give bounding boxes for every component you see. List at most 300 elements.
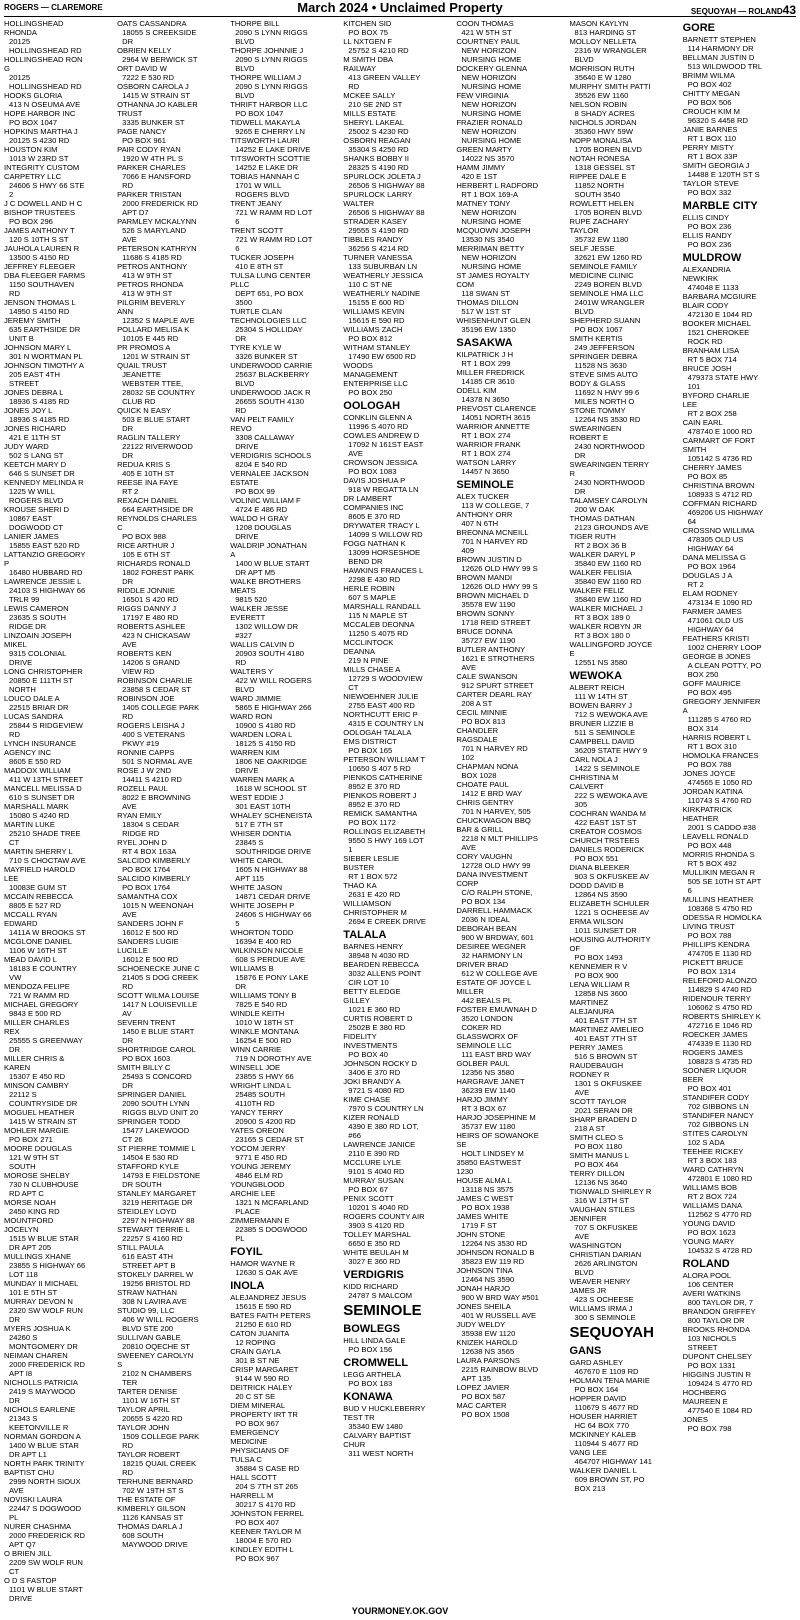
owner-name: THORPE JOHNNIE J — [230, 46, 304, 55]
owner-name: DEITRICK HALEY — [230, 1383, 293, 1392]
owner-name: JEFFREY FLEEGER DBA FLEEGER FARMS — [4, 262, 86, 280]
owner-name: HERBERT L RADFORD — [456, 181, 539, 190]
owner-address: PO BOX 67 — [348, 1185, 388, 1194]
owner-name: MCCAIN REBECCA — [4, 892, 73, 901]
owner-name: ODELL KIM — [456, 386, 497, 395]
owner-name: NICHOLS EARLENE — [4, 1405, 76, 1414]
listing-entry — [4, 1432, 87, 1459]
owner-address: PO BOX 1493 — [574, 953, 623, 962]
listing-entry — [4, 55, 87, 91]
listing-entry — [570, 1412, 653, 1430]
owner-name: JOHNSON MARY L — [4, 343, 72, 352]
owner-address: 1015 N WEENONAH AVE — [122, 901, 194, 919]
owner-name: SPRINGER DANIEL — [117, 1090, 187, 1099]
owner-name: MILLER CHRIS & KAREN — [4, 1054, 65, 1072]
owner-name: MORRISON RUTH — [569, 64, 635, 73]
owner-name: THOMAS DILLON — [456, 298, 519, 307]
owner-name: CONKLIN GLENN A — [343, 413, 413, 422]
owner-name: YOUNG MARY — [682, 1237, 735, 1246]
owner-name: NORTHCUTT ERIC P — [343, 710, 418, 719]
owner-name: JOHNSON TIMOTHY A — [4, 361, 84, 370]
owner-address: 3027 E 360 RD — [348, 1257, 401, 1266]
owner-name: WITHAM STANLEY — [343, 343, 411, 352]
owner-name: M SMITH DBA RAILWAY — [343, 55, 393, 73]
owner-address: 721 W RAMM RD LOT 6 — [235, 208, 313, 226]
footer-website: YOURMONEY.OK.GOV — [351, 1606, 449, 1616]
owner-name: ELIZABETH SCHULER — [569, 899, 650, 908]
listing-entry — [683, 1048, 766, 1066]
listing-entry — [683, 107, 766, 125]
owner-address: 2123 GROUNDS AVE — [574, 523, 649, 532]
listing-entry — [570, 755, 653, 773]
listing-entry — [570, 64, 653, 82]
listing-entry — [117, 163, 200, 190]
listing-entry — [4, 1018, 87, 1054]
owner-address: 502 S LANG ST — [9, 451, 64, 460]
listing-entry — [456, 226, 539, 244]
owner-name: CORY VAUGHN — [456, 852, 513, 861]
listing-entry — [456, 458, 539, 476]
owner-address: 1705 BOREN BLVD — [574, 145, 642, 154]
owner-address: 15876 E PONY LAKE DR — [235, 973, 309, 991]
owner-address: PO BOX 40 — [348, 1050, 388, 1059]
listing-entry — [683, 1111, 766, 1129]
owner-address: 1621 E STROTHERS AVE — [461, 654, 535, 672]
owner-name: WALKER FELISIA — [569, 568, 632, 577]
listing-entry — [570, 136, 653, 154]
owner-name: PERRY MISTY — [682, 143, 734, 152]
owner-address: 22257 S 4160 RD — [122, 1234, 183, 1243]
owner-address: 406 W WILL ROGERS BLVD STE 200 — [122, 1315, 199, 1333]
listing-entry — [570, 1043, 653, 1061]
listing-entry — [570, 1097, 653, 1115]
header-right-label: SEQUOYAH — ROLAND — [690, 7, 783, 16]
owner-address: 24606 S HWY 66 STE 2 — [9, 181, 85, 199]
owner-address: 407 N 6TH — [461, 519, 499, 528]
listing-entry — [4, 631, 87, 667]
owner-address: 2298 E 430 RD — [348, 575, 401, 584]
listing-entry — [117, 145, 200, 163]
listing-entry — [683, 1307, 766, 1325]
listing-entry — [4, 424, 87, 442]
owner-address: 517 W 1ST ST — [461, 307, 512, 316]
owner-address: 2090 S LYNN RIGGS BLVD — [235, 55, 308, 73]
owner-name: JOHNSON ROCKY D — [343, 1059, 417, 1068]
owner-address: C/O RALPH STONE, PO BOX 134 — [461, 888, 533, 906]
listing-entry — [570, 424, 653, 460]
owner-name: WALKER DANIEL L — [569, 1466, 637, 1475]
city-heading: VERDIGRIS — [343, 1269, 404, 1281]
listing-entry — [4, 1297, 87, 1324]
listing-entry — [117, 217, 200, 244]
listing-entry — [230, 811, 313, 829]
owner-address: 2694 E CREEK DRIVE — [348, 917, 426, 926]
owner-name: WRIGHT LINDA L — [230, 1081, 292, 1090]
listing-entry — [230, 1045, 313, 1063]
listing-entry — [570, 316, 653, 334]
listing-entry — [683, 1415, 766, 1433]
owner-address: 10105 E 445 RD — [122, 334, 179, 343]
owner-name: 35850 EASTWEST 1230 — [456, 1158, 522, 1176]
listing-entry — [117, 748, 200, 766]
owner-name: TULSA LUNG CENTER PLLC — [230, 271, 311, 289]
owner-name: YANCY TERRY — [230, 1108, 284, 1117]
listing-entry — [570, 1151, 653, 1169]
owner-name: MCGLONE DANIEL — [4, 937, 72, 946]
owner-address: PO BOX 961 — [122, 136, 166, 145]
owner-address: 12264 NS 3530 RD — [574, 415, 641, 424]
listing-entry — [683, 463, 766, 481]
owner-name: SPRINGER DEBRA — [569, 352, 638, 361]
owner-address: 7970 S COUNTRY LN — [348, 1104, 424, 1113]
listing-entry — [456, 708, 539, 726]
listing-entry — [343, 476, 426, 494]
listing-entry — [343, 1014, 426, 1032]
owner-name: THORPE BILL — [230, 19, 280, 28]
owner-address: 111 W 14TH ST — [574, 692, 628, 701]
owner-name: SWEENEY CAROLYN S — [117, 1351, 194, 1369]
listing-entry — [456, 1320, 539, 1338]
listing-entry — [230, 1108, 313, 1126]
owner-address: 18004 E 570 RD — [235, 1536, 292, 1545]
listing-entry — [683, 940, 766, 958]
owner-address: 35360 HWY 59W — [574, 127, 634, 136]
owner-address: PO BOX 1047 — [235, 109, 284, 118]
listing-entry — [4, 766, 87, 784]
owner-name: WALKER ROBYN JR — [569, 622, 642, 631]
owner-address: 1101 W BLUE START DRIVE — [9, 1585, 83, 1603]
page-header — [4, 0, 796, 17]
listing-entry — [683, 697, 766, 733]
listing-entry — [343, 827, 426, 854]
listing-entry — [230, 1428, 313, 1473]
owner-address: 612 W COLLEGE AVE — [461, 969, 538, 978]
listing-entry — [343, 1176, 426, 1194]
owner-address: 14185 CR 3610 — [461, 377, 515, 386]
listing-entry — [343, 190, 426, 217]
owner-address: 701 N HARVEY RD 409 — [461, 537, 528, 555]
listing-entry — [117, 1450, 200, 1477]
owner-address: 24260 S MONTGOMERY DR — [9, 1333, 78, 1351]
owner-name: WALTERS Y — [230, 667, 274, 676]
owner-address: 1225 W WILL ROGERS BLVD — [9, 487, 64, 505]
listing-entry — [456, 1131, 539, 1158]
owner-name: WINKLE MONTANA — [230, 1027, 299, 1036]
owner-address: 110944 S 4677 RD — [574, 1439, 639, 1448]
listing-entry — [117, 1018, 200, 1045]
listing-entry — [230, 343, 313, 361]
owner-name: CRAIN GAYLA — [230, 1347, 281, 1356]
owner-address: 108823 S 4735 RD — [687, 1057, 753, 1066]
listing-entry — [683, 1030, 766, 1048]
owner-name: DRYWATER TRACY L — [343, 521, 420, 530]
listing-entry — [230, 226, 313, 253]
listing-entry — [230, 388, 313, 415]
owner-address: 477540 E 1084 RD — [687, 1406, 753, 1415]
listing-entry — [456, 555, 539, 573]
owner-address: PO BOX 967 — [235, 1554, 280, 1563]
owner-address: 308 N LAVIRA AVE — [122, 1297, 187, 1306]
owner-address: 474565 E 1050 RD — [687, 778, 753, 787]
owner-name: CROUCH KIM M — [682, 107, 740, 116]
owner-address: 8 SHADY ACRES — [574, 109, 635, 118]
listing-entry — [456, 1284, 539, 1302]
owner-name: WILLIAMS BOB — [682, 1183, 738, 1192]
owner-address: 14051 NORTH 3615 — [461, 413, 531, 422]
owner-address: 120 S 10TH S ST — [9, 235, 69, 244]
listing-entry — [456, 145, 539, 163]
owner-name: DANA INVESTMENT CORP — [456, 870, 528, 888]
listing-entry — [117, 1189, 200, 1207]
listing-entry — [343, 1032, 426, 1059]
owner-name: JONES RICHARD — [4, 424, 67, 433]
owner-name: HAMOR WAYNE R — [230, 1259, 296, 1268]
owner-address: 23635 S SOUTH RIDGE DR — [9, 613, 66, 631]
listing-entry — [570, 719, 653, 737]
owner-name: JUDY WARD — [4, 442, 49, 451]
owner-address: 205 EAST 4TH STREET — [9, 370, 60, 388]
listing-entry — [4, 1576, 87, 1603]
owner-address: 1208 DOUGLAS DRIVE — [235, 523, 292, 541]
listing-entry — [343, 91, 426, 109]
listing-entry — [117, 127, 200, 145]
owner-name: SMITH BILLY C — [117, 1063, 171, 1072]
listing-entry — [683, 1388, 766, 1415]
owner-name: BOWEN BARRY J — [569, 701, 633, 710]
listing-entry — [570, 737, 653, 755]
owner-address: 2000 FREDERICK RD APT Q7 — [9, 1531, 85, 1549]
owner-address: 8805 E 527 RD — [9, 901, 61, 910]
listing-entry — [683, 391, 766, 418]
listing-entry — [230, 829, 313, 856]
listing-entry — [4, 145, 87, 163]
owner-name: ST JAMES ROYALTY COM — [456, 271, 530, 289]
owner-address: RT 1 BOX 33P — [687, 152, 738, 161]
owner-name: MUNDAY II MICHAEL — [4, 1279, 79, 1288]
owner-name: STRAW NATHAN — [117, 1288, 177, 1297]
listing-entry — [4, 550, 87, 577]
listing-entry — [683, 71, 766, 89]
owner-name: TITSWORTH LAURI — [230, 136, 300, 145]
listing-entry — [117, 1405, 200, 1423]
listing-entry — [4, 1351, 87, 1378]
county-heading: SEQUOYAH — [569, 1324, 654, 1341]
owner-address: 10900 S 4180 RD — [235, 721, 296, 730]
listing-entry — [343, 172, 426, 190]
owner-name: HIGGINS JUSTIN R — [682, 1370, 751, 1379]
owner-address: 25002 S 4230 RD — [348, 127, 409, 136]
owner-address: 511 S SEMINOLE — [574, 728, 636, 737]
owner-address: 1450 E BLUE START DR — [122, 1027, 195, 1045]
listing-entry — [456, 244, 539, 271]
owner-name: ELLIS CINDY — [682, 213, 730, 222]
owner-address: 3406 E 370 RD — [348, 1068, 401, 1077]
listing-entry — [4, 955, 87, 982]
listing-entry — [230, 748, 313, 775]
owner-address: 16394 E 400 RD — [235, 937, 292, 946]
listing-entry — [4, 1108, 87, 1126]
listing-entry — [570, 406, 653, 424]
owner-address: 112562 S 4770 RD — [687, 1210, 752, 1219]
owner-address: 20 C ST SE — [235, 1392, 276, 1401]
listing-entry — [117, 460, 200, 478]
listing-entry — [230, 901, 313, 928]
owner-address: RT 3 BOX 67 — [461, 1104, 507, 1113]
listing-entry — [456, 298, 539, 316]
owner-name: MARTINEZ AMELIEO — [569, 1025, 644, 1034]
owner-address: 23845 S SOUTHRIDGE DRIVE — [235, 838, 312, 856]
owner-name: TYRE KYLE W — [230, 343, 282, 352]
owner-name: SEVERN TRENT — [117, 1018, 176, 1027]
city-heading: SEMINOLE — [456, 479, 514, 491]
owner-address: 12630 S OAK AVE — [235, 1268, 298, 1277]
city-heading: CROMWELL — [343, 1357, 409, 1369]
owner-address: PO BOX 448 — [687, 841, 732, 850]
listing-entry — [570, 1187, 653, 1205]
owner-address: 104532 S 4728 RD — [687, 1246, 753, 1255]
owner-address: RT 1 BOX 572 — [348, 872, 398, 881]
listing-entry — [683, 1271, 766, 1289]
listing-entry — [117, 649, 200, 676]
listing-entry — [4, 892, 87, 910]
listing-entry — [230, 1329, 313, 1347]
owner-address: 2021 SERAN DR — [574, 1106, 633, 1115]
listing-entry — [456, 181, 539, 199]
listing-entry — [683, 652, 766, 679]
owner-address: 1301 S OKFUSKEE AVE — [574, 1079, 643, 1097]
owner-name: WEST EDDIE J — [230, 793, 284, 802]
owner-name: ALEXANDRIA NEWKIRK — [682, 265, 731, 283]
owner-address: 467670 E 1109 RD — [574, 1367, 639, 1376]
owner-address: 249 JEFFERSON — [574, 343, 635, 352]
owner-name: HOPPER DAVID — [569, 1394, 627, 1403]
owner-name: BARNES HENRY — [343, 942, 404, 951]
listing-entry — [570, 1358, 653, 1376]
owner-address: 11250 S 4075 RD — [348, 629, 409, 638]
owner-address: PO BOX 812 — [348, 334, 393, 343]
listing-entry — [683, 751, 766, 769]
listing-entry — [456, 924, 539, 942]
owner-address: PO BOX 99 — [235, 487, 275, 496]
listing-entry — [117, 919, 200, 937]
owner-address: 20903 SOUTH 4180 RD — [235, 649, 304, 667]
owner-name: MCQUOWN JOSEPH — [456, 226, 531, 235]
listing-entry — [456, 1059, 539, 1077]
owner-address: 21250 E 610 RD — [235, 1320, 292, 1329]
listing-entry — [4, 343, 87, 361]
listing-entry — [343, 1077, 426, 1095]
owner-name: MCCALEB DEONNA — [343, 620, 415, 629]
listing-entry — [230, 1063, 313, 1081]
owner-address: 204 S 7TH ST 265 — [235, 1482, 298, 1491]
owner-name: WARD JIMMIE — [230, 694, 281, 703]
owner-address: 2419 S MAYWOOD DR — [9, 1387, 76, 1405]
listing-entry — [4, 865, 87, 892]
owner-address: 25304 S HOLLIDAY DR — [235, 325, 303, 343]
owner-name: HOOKS GLORIA — [4, 91, 63, 100]
owner-address: 702 GIBBONS LN — [687, 1120, 749, 1129]
city-heading: INOLA — [230, 1280, 265, 1292]
owner-address: RT 1 BOX 110 — [687, 134, 737, 143]
listing-entry — [230, 1144, 313, 1162]
owner-address: 35640 E W 1280 — [574, 73, 632, 82]
owner-address: 19256 BRISTOL RD — [122, 1279, 191, 1288]
owner-name: ROBINSON CHARLIE — [117, 676, 193, 685]
owner-name: CHRISTINA M CALVERT — [569, 773, 619, 791]
listing-entry — [230, 883, 313, 901]
owner-name: QUAIL TRUST — [117, 361, 167, 370]
owner-address: 918 W REGATTA LN — [348, 485, 419, 494]
listing-entry — [117, 811, 200, 838]
owner-name: JONES JOY L — [4, 406, 53, 415]
owner-name: WALKER DARYL P — [569, 550, 636, 559]
listing-entry — [456, 852, 539, 870]
owner-name: CHERRY JAMES — [682, 463, 742, 472]
owner-name: ALEJANDREZ JESUS — [230, 1293, 307, 1302]
owner-address: 17092 N 161ST EAST AVE — [348, 440, 424, 458]
owner-name: JONES JOYCE — [682, 769, 736, 778]
owner-name: HERLE ROBIN — [343, 584, 395, 593]
owner-name: SHANKS BOBBY II — [343, 154, 409, 163]
owner-address: 10650 S 407 5 RD — [348, 764, 411, 773]
owner-address: 35938 EW 1120 — [461, 1329, 516, 1338]
owner-name: RIGGS DANNY J — [117, 604, 177, 613]
listing-entry — [683, 292, 766, 301]
listing-entry — [230, 712, 313, 730]
owner-name: HOPE HARBOR INC — [4, 109, 76, 118]
listing-entry — [230, 1216, 313, 1243]
owner-name: HOLLINGSHEAD RHONDA — [4, 19, 64, 37]
listing-entry — [683, 589, 766, 607]
owner-address: 13530 NS 3540 — [461, 235, 515, 244]
owner-address: 646 S SUNSET DR — [9, 469, 75, 478]
owner-address: PO BOX 1764 — [122, 865, 171, 874]
owner-address: 2964 W BERWICK ST — [122, 55, 198, 64]
listing-entry — [683, 769, 766, 787]
owner-name: SAMANTHA COX — [117, 892, 178, 901]
owner-name: RYEL JOHN D — [117, 838, 167, 847]
listing-entry — [117, 361, 200, 406]
listing-entry — [117, 1063, 200, 1090]
listing-entry — [117, 1144, 200, 1162]
owner-name: CROWSON JESSICA — [343, 458, 418, 467]
owner-address: 301 N WORTMAN PL — [9, 352, 83, 361]
owner-name: PARKER TRISTAN — [117, 190, 182, 199]
owner-address: 11528 NS 3630 — [574, 361, 627, 370]
owner-address: 9315 COLONIAL DRIVE — [9, 649, 67, 667]
owner-address: 17490 EW 6500 RD — [348, 352, 416, 361]
owner-name: GOLBER PAUL — [456, 1059, 510, 1068]
owner-address: 106 CENTER — [687, 1280, 734, 1289]
owner-address: 1010 W 18TH ST — [235, 1018, 294, 1027]
listing-entry — [456, 1176, 539, 1194]
owner-address: 1318 GESSEL ST — [574, 163, 636, 172]
owner-address: 712 S WEWOKA AVE — [574, 710, 648, 719]
owner-address: PO BOX 271 — [9, 1135, 53, 1144]
owner-address: 12864 NS 3590 — [574, 890, 628, 899]
owner-address: 1412 E BRD WAY — [461, 789, 523, 798]
owner-address: 1417 N LOUISEVILLE AV — [122, 1000, 198, 1018]
owner-address: 1802 FOREST PARK DR — [122, 568, 194, 586]
owner-name: STEVE SIMS AUTO BODY & GLASS — [569, 370, 638, 388]
owner-address: PO BOX 798 — [687, 1424, 732, 1433]
owner-address: 474339 E 1130 RD — [687, 1039, 752, 1048]
owner-name: WHISER DONTIA — [230, 829, 292, 838]
owner-address: 410 E 8TH ST — [235, 262, 284, 271]
owner-address: PO BOX 1172 — [348, 818, 396, 827]
owner-name: LOPEZ JAVIER — [456, 1383, 510, 1392]
listing-entry — [456, 1194, 539, 1212]
